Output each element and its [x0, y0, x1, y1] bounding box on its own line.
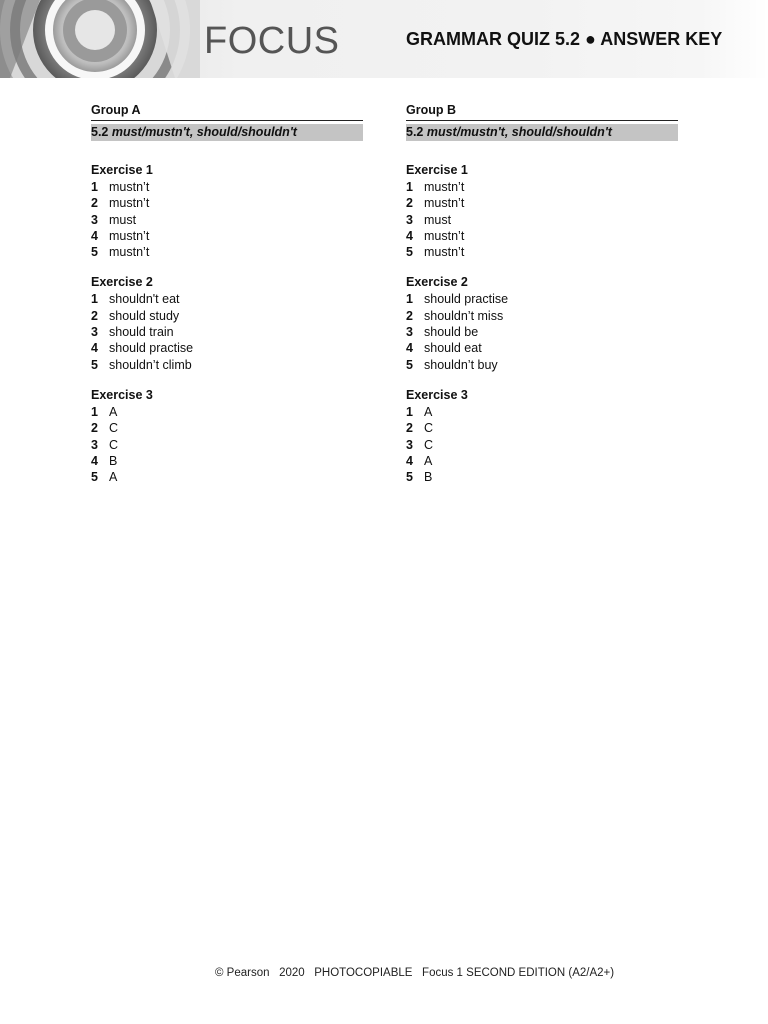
answer-item — [91, 308, 363, 324]
exercise-title: Exercise 2 — [406, 275, 468, 290]
header-banner — [0, 0, 768, 78]
answer-text: must — [109, 212, 137, 227]
answer-number: 1 — [406, 404, 413, 419]
answer-number: 3 — [406, 212, 413, 227]
answer-number: 3 — [406, 325, 413, 340]
answer-item — [91, 195, 363, 211]
answer-number: 2 — [91, 308, 98, 323]
answer-number: 4 — [406, 453, 413, 468]
answer-number: 4 — [406, 341, 413, 356]
answer-text: B — [424, 470, 433, 485]
answer-item — [91, 453, 363, 469]
answer-text: B — [109, 453, 118, 468]
answer-number: 1 — [91, 180, 98, 194]
answer-text: should train — [109, 325, 174, 340]
answer-text: A — [424, 404, 433, 419]
answer-item — [91, 404, 363, 420]
answer-number: 3 — [406, 437, 413, 452]
group-label: Group A — [91, 102, 363, 121]
topic-bar — [406, 124, 678, 141]
exercise-1-section — [406, 162, 678, 260]
answer-number: 4 — [91, 341, 98, 356]
answer-text: A — [109, 404, 118, 419]
answer-number: 4 — [91, 228, 98, 243]
answer-item — [406, 324, 678, 340]
group-b-column — [406, 102, 678, 485]
answer-list — [406, 179, 678, 260]
answer-number: 3 — [91, 437, 98, 452]
answer-item — [91, 340, 363, 356]
answer-item — [91, 228, 363, 244]
answer-item — [406, 291, 678, 307]
answer-text: should be — [424, 325, 479, 340]
answer-number: 2 — [406, 421, 413, 436]
answer-text: C — [424, 421, 434, 436]
answer-list — [91, 179, 363, 260]
answer-item — [406, 453, 678, 469]
answer-text: mustn’t — [424, 228, 465, 243]
answer-text: A — [109, 470, 118, 485]
answer-item — [406, 308, 678, 324]
answer-item — [406, 437, 678, 453]
exercise-title: Exercise 3 — [406, 387, 468, 402]
answer-item — [91, 244, 363, 260]
exercise-3-section — [91, 387, 363, 485]
answer-text: mustn’t — [424, 196, 465, 211]
exercise-title: Exercise 3 — [91, 387, 153, 402]
answer-number: 1 — [406, 180, 413, 194]
answer-text: should practise — [424, 292, 509, 307]
answer-item — [91, 212, 363, 228]
group-label: Group B — [406, 102, 678, 121]
answer-text: mustn’t — [109, 180, 150, 194]
answer-item — [91, 357, 363, 373]
answer-text: must — [424, 212, 452, 227]
answer-number: 2 — [406, 196, 413, 211]
answer-text: shouldn’t climb — [109, 357, 192, 372]
answer-item — [91, 420, 363, 436]
topic-bar — [91, 124, 363, 141]
answer-number: 2 — [91, 196, 98, 211]
answer-number: 3 — [91, 212, 98, 227]
answer-item — [406, 340, 678, 356]
answer-text: mustn’t — [424, 245, 465, 260]
answer-item — [91, 291, 363, 307]
topic-number: 5.2 — [406, 125, 427, 139]
topic-title: must/mustn't, should/shouldn't — [426, 125, 612, 139]
answer-item — [406, 212, 678, 228]
answer-item — [406, 179, 678, 195]
answer-text: should practise — [109, 341, 194, 356]
exercise-1-section — [91, 162, 363, 260]
answer-number: 1 — [91, 292, 98, 307]
answer-text: shouldn’t miss — [424, 308, 504, 323]
answer-number: 1 — [406, 292, 413, 307]
answer-number: 5 — [91, 245, 98, 260]
topic-number: 5.2 — [91, 125, 112, 139]
answer-list — [91, 404, 363, 485]
answer-text: A — [424, 453, 433, 468]
answer-item — [406, 404, 678, 420]
answer-number: 4 — [406, 228, 413, 243]
answer-text: should study — [109, 308, 180, 323]
copyright-footer: © Pearson 2020 PHOTOCOPIABLE Focus 1 SECOND EDITION (A2/A2+) — [215, 967, 615, 979]
exercise-3-section — [406, 387, 678, 485]
answer-item — [91, 179, 363, 195]
answer-number: 2 — [406, 308, 413, 323]
answer-item — [406, 469, 678, 485]
answer-text: mustn’t — [109, 196, 150, 211]
answer-text: mustn’t — [424, 180, 465, 194]
exercise-title: Exercise 2 — [91, 275, 153, 290]
decorative-rings-graphic — [0, 0, 200, 78]
answer-number: 5 — [406, 357, 413, 372]
answer-text: C — [109, 437, 119, 452]
answer-number: 5 — [406, 470, 413, 485]
answer-item — [91, 469, 363, 485]
exercise-2-section — [406, 274, 678, 372]
answer-number: 5 — [406, 245, 413, 260]
answer-number: 3 — [91, 325, 98, 340]
answer-list — [91, 291, 363, 372]
answer-list — [406, 291, 678, 372]
exercise-title: Exercise 1 — [406, 163, 468, 177]
answer-text: C — [424, 437, 434, 452]
answer-item — [406, 195, 678, 211]
answer-text: shouldn’t buy — [424, 357, 498, 372]
answer-text: C — [109, 421, 119, 436]
answer-number: 4 — [91, 453, 98, 468]
answer-item — [91, 324, 363, 340]
answer-text: should eat — [424, 341, 482, 356]
answer-item — [91, 437, 363, 453]
answer-number: 5 — [91, 357, 98, 372]
answer-item — [406, 420, 678, 436]
answer-text: mustn’t — [109, 245, 150, 260]
answer-number: 2 — [91, 421, 98, 436]
page-title: GRAMMAR QUIZ 5.2 ● ANSWER KEY — [406, 29, 723, 49]
answer-item — [406, 228, 678, 244]
exercise-2-section — [91, 274, 363, 372]
answer-list — [406, 404, 678, 485]
focus-logo: FOCUS — [204, 20, 340, 62]
answer-item — [406, 244, 678, 260]
topic-title: must/mustn't, should/shouldn't — [111, 125, 297, 139]
answer-text: mustn’t — [109, 228, 150, 243]
answer-number: 5 — [91, 470, 98, 485]
exercise-title: Exercise 1 — [91, 163, 153, 177]
answer-number: 1 — [91, 404, 98, 419]
group-a-column — [91, 102, 363, 485]
answer-item — [406, 357, 678, 373]
answer-text: shouldn't eat — [109, 292, 180, 307]
